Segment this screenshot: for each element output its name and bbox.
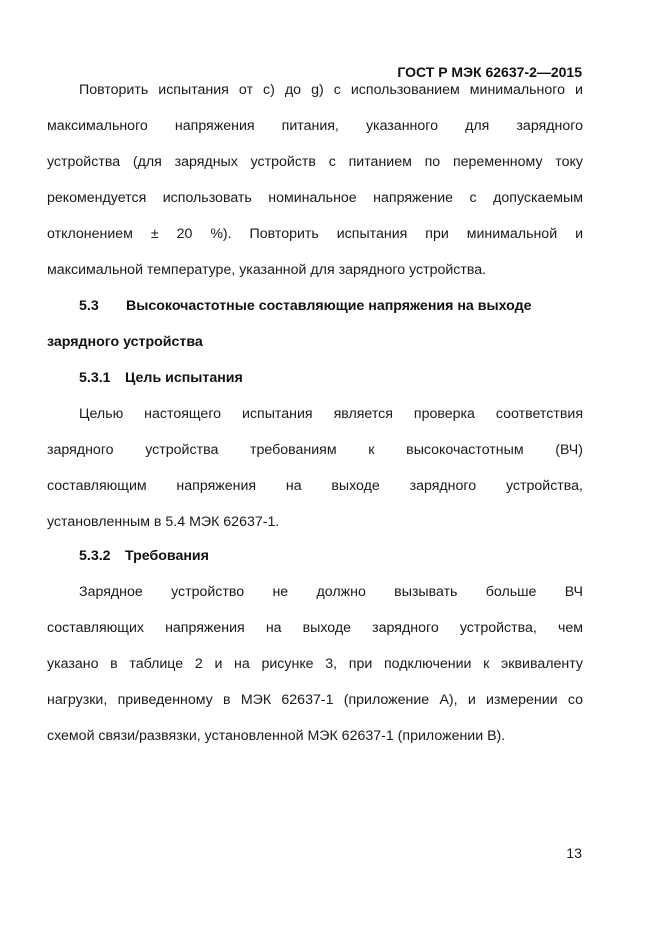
section-title-continued: зарядного устройства <box>47 334 203 350</box>
paragraph-line: Повторить испытания от c) до g) с использованием минимального и <box>79 82 583 98</box>
paragraph-line: устройства (для зарядных устройств с питанием по переменному току <box>47 154 583 170</box>
paragraph-line: максимальной температуре, указанной для зарядного устройства. <box>47 262 487 278</box>
paragraph-line: рекомендуется использовать номинальное напряжение с допускаемым <box>47 190 583 206</box>
section-heading-5-3-1 <box>79 368 583 388</box>
section-title: Требования <box>125 548 209 564</box>
section-title: Цель испытания <box>125 370 243 386</box>
document-header: ГОСТ Р МЭК 62637-2—2015 <box>397 64 582 80</box>
section-number: 5.3.2 <box>79 548 111 564</box>
paragraph-line: составляющим напряжения на выходе зарядного устройства, <box>47 478 583 494</box>
paragraph-line: отклонением ± 20 %). Повторить испытания при минимальной и <box>47 226 583 242</box>
section-number: 5.3 <box>79 298 99 314</box>
section-heading-5-3 <box>79 296 583 316</box>
paragraph-line: максимального напряжения питания, указанного для зарядного <box>47 118 583 134</box>
paragraph-line: Зарядное устройство не должно вызывать больше ВЧ <box>79 584 583 600</box>
paragraph-line: Целью настоящего испытания является проверка соответствия <box>79 406 583 422</box>
paragraph-line: указано в таблице 2 и на рисунке 3, при подключении к эквиваленту <box>47 656 583 672</box>
section-heading-5-3-2 <box>79 546 583 566</box>
page-number: 13 <box>566 846 582 862</box>
paragraph-line: установленным в 5.4 МЭК 62637-1. <box>47 514 280 530</box>
paragraph-line: зарядного устройства требованиям к высокочастотным (ВЧ) <box>47 442 583 458</box>
paragraph-line: составляющих напряжения на выходе зарядного устройства, чем <box>47 620 583 636</box>
paragraph-line: схемой связи/развязки, установленной МЭК 62637-1 (приложении В). <box>47 728 506 744</box>
section-number: 5.3.1 <box>79 370 111 386</box>
section-title: Высокочастотные составляющие напряжения на выходе <box>126 298 532 314</box>
paragraph-line: нагрузки, приведенному в МЭК 62637-1 (приложение А), и измерении со <box>47 692 583 708</box>
